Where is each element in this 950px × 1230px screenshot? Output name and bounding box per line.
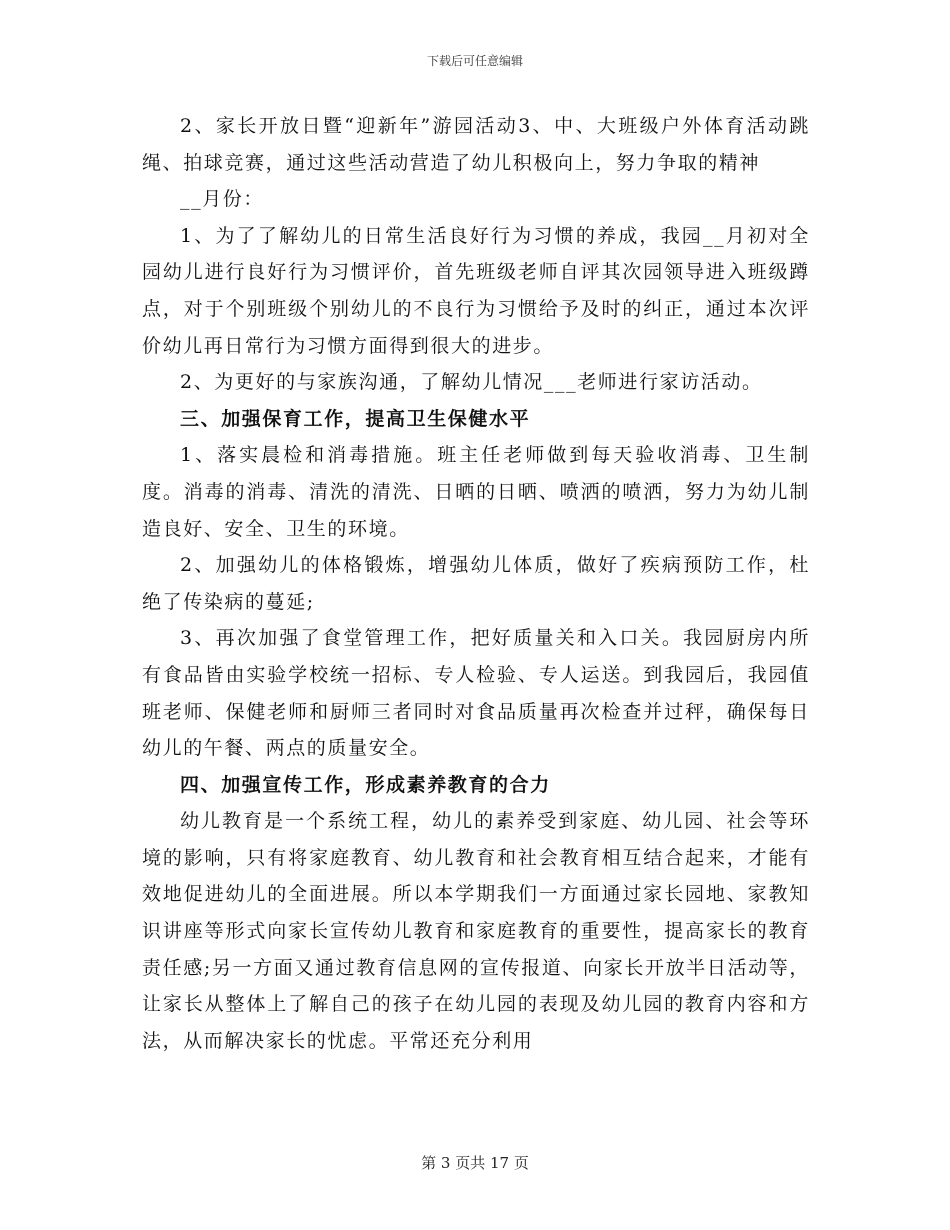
- paragraph-month-label: __月份：: [180, 188, 265, 211]
- paragraph-physical-exercise: 2、加强幼儿的体格锻炼，增强幼儿体质，做好了疾病预防工作，杜绝了传染病的蔓延;: [142, 554, 810, 613]
- paragraph-canteen: 3、再次加强了食堂管理工作，把好质量关和入口关。我园厨房内所有食品皆由实验学校统一招标、专人检验、专人运送。到我园后，我园值班老师、保健老师和厨师三者同时对食品质量再次检查并过秤，确保每日幼儿的午餐、两点的质量安全。: [142, 627, 810, 760]
- page-number: 第 3 页共 17 页: [421, 1154, 529, 1172]
- section-heading-publicity: 四、加强宣传工作，形成素养教育的合力: [180, 773, 551, 796]
- paragraph-education-system: 幼儿教育是一个系统工程，幼儿的素养受到家庭、幼儿园、社会等环境的影响，只有将家庭教育、幼儿教育和社会教育相互结合起来，才能有效地促进幼儿的全面进展。所以本学期我们一方面通过家长园地、家教知识讲座等形式向家长宣传幼儿教育和家庭教育的重要性，提高家长的教育责任感;另一方面又通过教育信息网的宣传报道、向家长开放半日活动等，让家长从整体上了解自己的孩子在幼儿园的表现及幼儿园的教育内容和方法，从而解决家长的忧虑。平常还充分利用: [142, 810, 810, 1052]
- paragraph-home-visit: 2、为更好的与家族沟通，了解幼儿情况___老师进行家访活动。: [180, 371, 763, 394]
- paragraph-habit-evaluation: 1、为了了解幼儿的日常生活良好行为习惯的养成，我园__月初对全园幼儿进行良好行为习惯评价，首先班级老师自评其次园领导进入班级蹲点，对于个别班级个别幼儿的不良行为习惯给予及时的纠正，通过本次评价幼儿再日常行为习惯方面得到很大的进步。: [142, 224, 810, 357]
- page-header-note: 下载后可任意编辑: [426, 54, 523, 68]
- document-body: [142, 108, 810, 1059]
- paragraph-activities: 2、家长开放日暨“迎新年”游园活动3、中、大班级户外体育活动跳绳、拍球竞赛，通过这些活动营造了幼儿积极向上，努力争取的精神: [142, 115, 810, 174]
- paragraph-disinfection: 1、落实晨检和消毒措施。班主任老师做到每天验收消毒、卫生制度。消毒的消毒、清洗的清洗、日晒的日晒、喷洒的喷洒，努力为幼儿制造良好、安全、卫生的环境。: [142, 444, 810, 540]
- section-heading-health: 三、加强保育工作，提高卫生保健水平: [180, 407, 531, 430]
